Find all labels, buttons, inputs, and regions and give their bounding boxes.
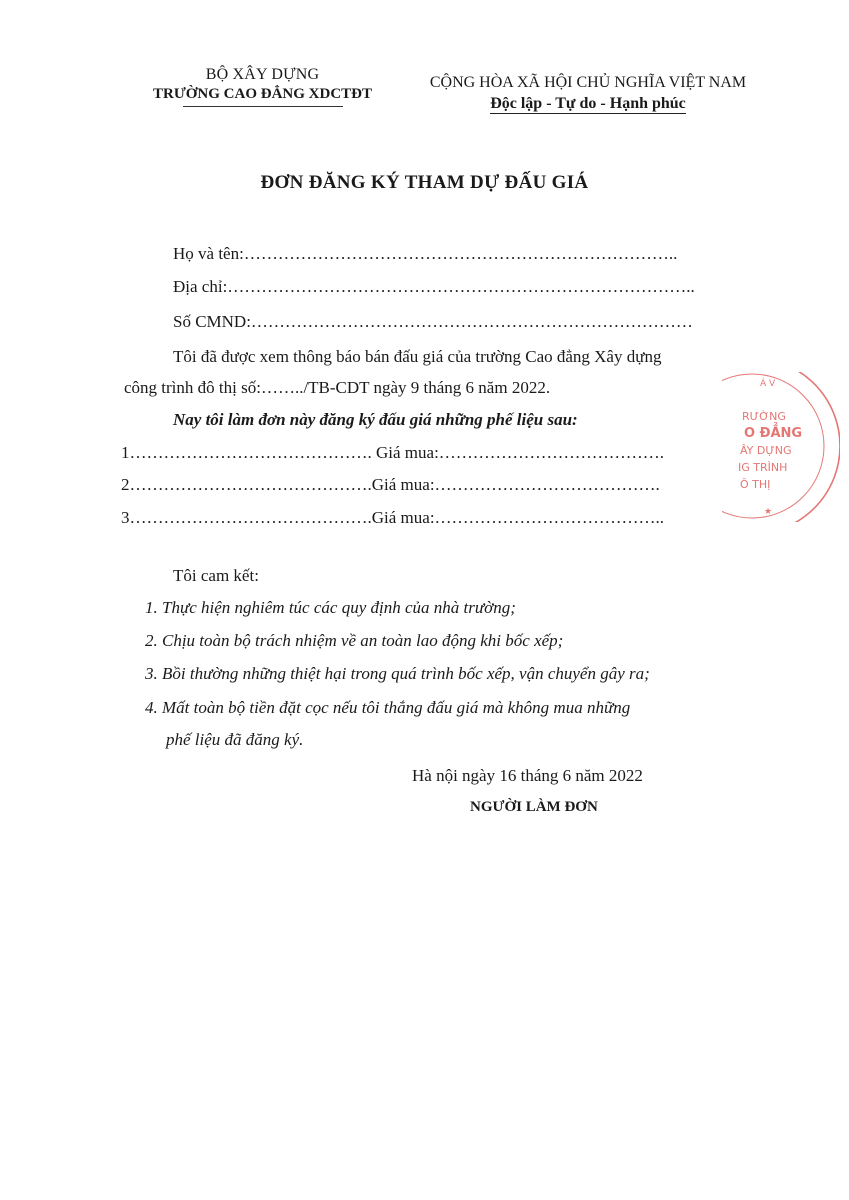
- commitment-4-continued: phế liệu đã đăng ký.: [166, 730, 304, 749]
- item-row-2[interactable]: 2…………………………………….Giá mua:………………………………….: [121, 475, 660, 494]
- name-field[interactable]: Họ và tên:…………………………………………………………………..: [173, 244, 678, 263]
- country-name: CỘNG HÒA XÃ HỘI CHỦ NGHĨA VIỆT NAM: [429, 74, 747, 91]
- motto: [418, 95, 758, 113]
- seal-text-5: Ô THỊ: [740, 478, 771, 491]
- document-title: ĐƠN ĐĂNG KÝ THAM DỰ ĐẤU GIÁ: [260, 172, 589, 193]
- item-row-1[interactable]: 1……………………………………. Giá mua:………………………………….: [121, 443, 665, 462]
- issuer-block: [150, 66, 375, 107]
- item-row-3[interactable]: 3…………………………………….Giá mua:…………………………………..: [121, 508, 665, 527]
- seal-top-mark: Á V: [760, 379, 776, 389]
- commitment-3: 3. Bồi thường những thiệt hại trong quá trình bốc xếp, vận chuyển gây ra;: [145, 664, 650, 683]
- intro-line-2: công trình đô thị số:……../TB-CDT ngày 9 tháng 6 năm 2022.: [124, 378, 551, 397]
- intro-line-1: Tôi đã được xem thông báo bán đấu giá của trường Cao đẳng Xây dựng: [173, 347, 662, 366]
- id-number-field[interactable]: Số CMND:……………………………………………………………………: [173, 312, 693, 331]
- official-seal: [722, 372, 840, 522]
- motto-text: Độc lập - Tự do - Hạnh phúc: [490, 95, 686, 112]
- seal-star: ★: [764, 507, 773, 517]
- commitment-4: 4. Mất toàn bộ tiền đặt cọc nếu tôi thắng đấu giá mà không mua những: [145, 698, 631, 717]
- address-field[interactable]: Địa chỉ:………………………………………………………………………..: [173, 277, 695, 296]
- signing-date: Hà nội ngày 16 tháng 6 năm 2022: [412, 766, 643, 785]
- request-statement: Nay tôi làm đơn này đăng ký đấu giá những phế liệu sau:: [173, 410, 578, 429]
- seal-text-4: IG TRÌNH: [738, 461, 788, 474]
- issuer-underline: [183, 106, 343, 107]
- commitment-1: 1. Thực hiện nghiêm túc các quy định của nhà trường;: [145, 598, 516, 617]
- commitment-label: Tôi cam kết:: [173, 566, 259, 585]
- commitment-2: 2. Chịu toàn bộ trách nhiệm về an toàn lao động khi bốc xếp;: [145, 631, 564, 650]
- school-name: TRƯỜNG CAO ĐẲNG XDCTĐT: [152, 86, 373, 102]
- seal-text-2: O ĐẲNG: [744, 426, 803, 441]
- national-header: [418, 74, 758, 113]
- seal-text-3: ÂY DỰNG: [740, 444, 792, 457]
- signer-label: NGƯỜI LÀM ĐƠN: [470, 799, 598, 815]
- ministry-name: BỘ XÂY DỰNG: [205, 66, 320, 83]
- seal-text-1: RƯỜNG: [742, 410, 786, 423]
